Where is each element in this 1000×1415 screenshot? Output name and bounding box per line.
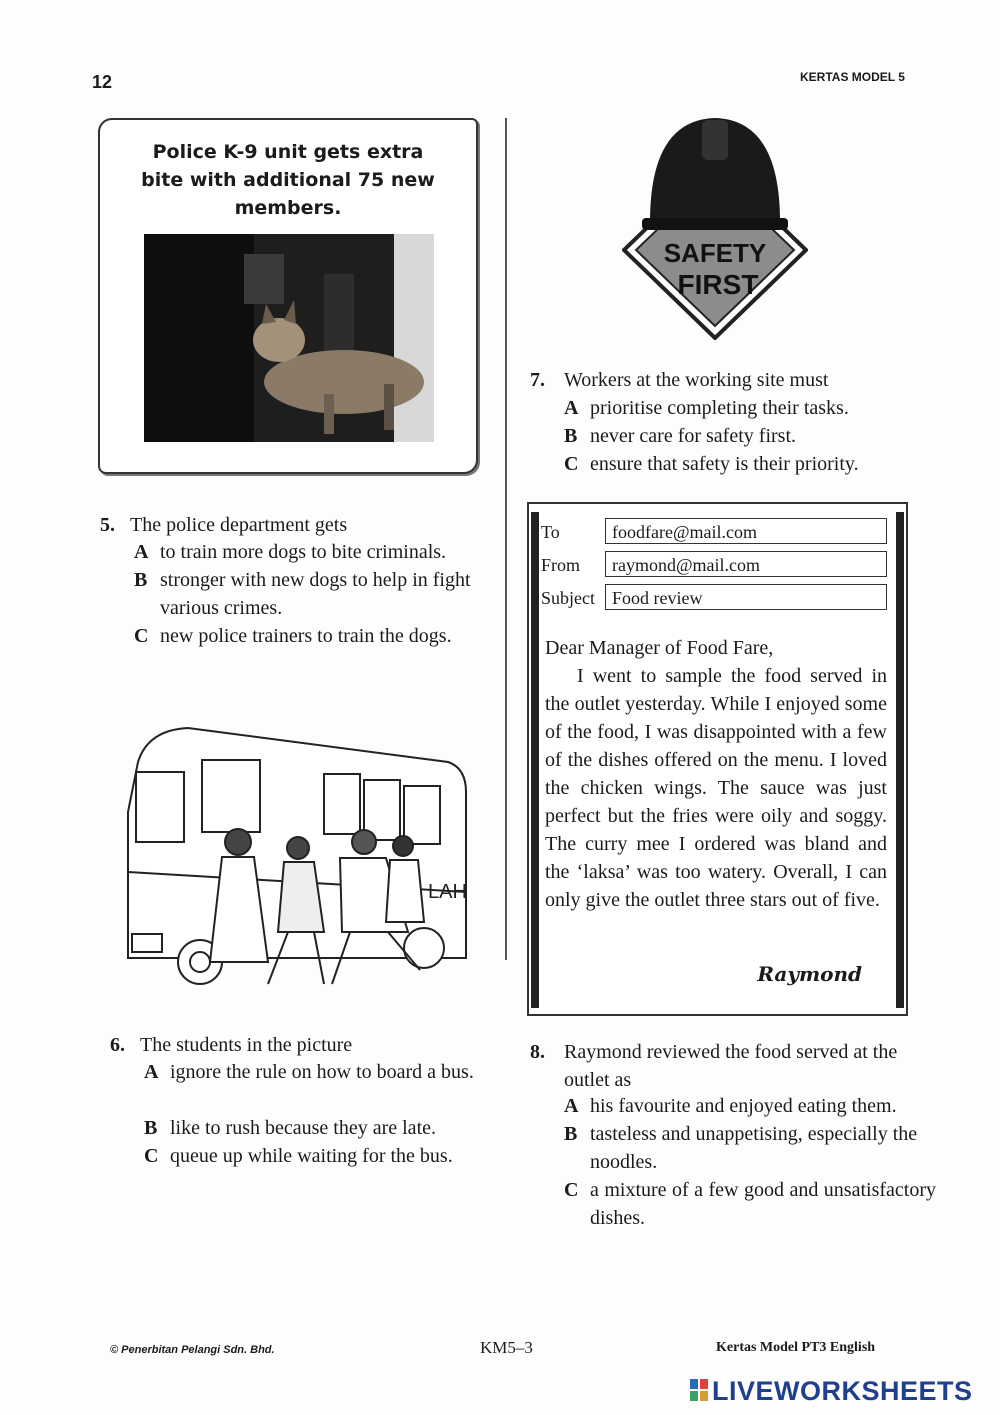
option-7a[interactable]: A prioritise completing their tasks. bbox=[564, 397, 849, 419]
option-5c[interactable]: C new police trainers to train the dogs. bbox=[134, 625, 452, 647]
option-8b[interactable]: B tasteless and unappetising, especially the noodles. bbox=[564, 1123, 918, 1173]
option-6a[interactable]: A ignore the rule on how to board a bus. bbox=[144, 1061, 474, 1083]
email-box bbox=[527, 502, 908, 1016]
question-number: 6. bbox=[110, 1034, 125, 1056]
page-number: 12 bbox=[92, 72, 113, 92]
to-field: foodfare@mail.com bbox=[605, 518, 887, 544]
email-body: I went to sample the food served in the outlet yesterday. While I enjoyed some of the food, I was disappointed with a few of the dishes offered on the menu. I loved the chicken wings. The sauce was just perfect but the fries were oily and soggy. The curry mee I ordered was bland and the ‘laksa’ was too watery. Overall, I can only give the outlet three stars out of five. bbox=[545, 665, 887, 911]
question-stem: The police department gets bbox=[130, 514, 348, 536]
option-6c[interactable]: C queue up while waiting for the bus. bbox=[144, 1145, 453, 1167]
option-8a[interactable]: A his favourite and enjoyed eating them. bbox=[564, 1095, 897, 1117]
question-7 bbox=[530, 366, 828, 394]
question-6 bbox=[110, 1031, 352, 1059]
bus-sign: LAH bbox=[428, 881, 467, 903]
liveworksheets-brand: LIVEWORKSHEETS bbox=[712, 1375, 973, 1406]
from-label: From bbox=[541, 555, 581, 575]
question-number: 7. bbox=[530, 369, 545, 391]
safety-text-2: FIRST bbox=[677, 269, 759, 300]
question-5 bbox=[100, 511, 347, 539]
subject-label: Subject bbox=[541, 588, 595, 608]
liveworksheets-logo[interactable] bbox=[690, 1376, 973, 1406]
from-field: raymond@mail.com bbox=[605, 551, 887, 577]
question-number: 8. bbox=[530, 1041, 545, 1063]
safety-text-1: SAFETY bbox=[663, 238, 767, 268]
question-stem: The students in the picture bbox=[140, 1034, 353, 1056]
option-6b[interactable]: B like to rush because they are late. bbox=[144, 1117, 436, 1139]
question-stem: Workers at the working site must bbox=[564, 369, 829, 391]
question-stem: Raymond reviewed the food served at the outlet as bbox=[564, 1041, 898, 1091]
news-headline: Police K-9 unit gets extra bite with additional 75 new members. bbox=[141, 141, 435, 219]
news-scroll bbox=[98, 118, 478, 474]
page-code: KM5–3 bbox=[480, 1338, 533, 1357]
subject-field: Food review bbox=[605, 584, 887, 610]
question-8 bbox=[530, 1038, 944, 1094]
email-border-right bbox=[896, 512, 904, 1008]
email-border-left bbox=[531, 512, 539, 1008]
email-signature: Raymond bbox=[757, 962, 862, 986]
option-5b[interactable]: B stronger with new dogs to help in fight various crimes. bbox=[134, 569, 471, 619]
option-7c[interactable]: C ensure that safety is their priority. bbox=[564, 453, 859, 475]
column-divider bbox=[505, 118, 507, 960]
option-8c[interactable]: C a mixture of a few good and unsatisfactory dishes. bbox=[564, 1179, 936, 1229]
book-title: Kertas Model PT3 English bbox=[716, 1340, 876, 1355]
liveworksheets-logo-icon bbox=[690, 1379, 710, 1403]
email-greeting: Dear Manager of Food Fare, bbox=[545, 637, 774, 659]
copyright: © Penerbitan Pelangi Sdn. Bhd. bbox=[110, 1344, 275, 1356]
email-letter bbox=[545, 634, 887, 914]
to-label: To bbox=[541, 522, 560, 542]
option-5a[interactable]: A to train more dogs to bite criminals. bbox=[134, 541, 447, 563]
question-number: 5. bbox=[100, 514, 115, 536]
paper-title: KERTAS MODEL 5 bbox=[800, 70, 905, 84]
safety-sign bbox=[622, 112, 808, 340]
option-7b[interactable]: B never care for safety first. bbox=[564, 425, 796, 447]
bus-illustration bbox=[118, 722, 470, 1000]
police-dog-photo bbox=[144, 234, 434, 442]
